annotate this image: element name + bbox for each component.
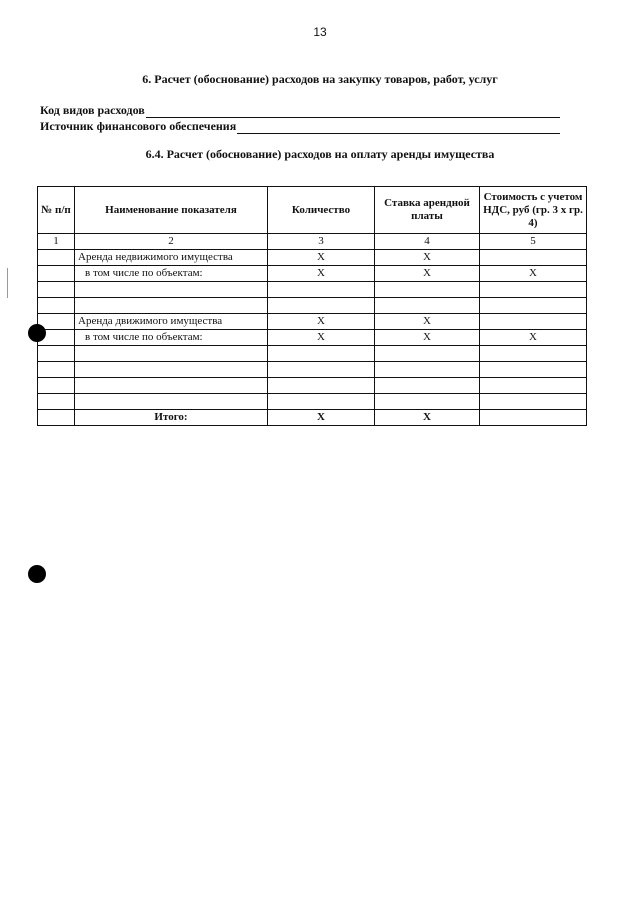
row-num-cell <box>38 394 75 410</box>
header-cell: Количество <box>268 187 375 234</box>
row-rate-cell <box>375 282 480 298</box>
row-cost-cell <box>480 314 587 330</box>
rent-calculation-table <box>37 186 587 426</box>
row-num-cell <box>38 250 75 266</box>
page-number: 13 <box>313 25 327 39</box>
row-qty-cell <box>268 394 375 410</box>
row-cost-cell <box>480 394 587 410</box>
column-number: 5 <box>480 234 587 250</box>
row-qty-cell <box>268 298 375 314</box>
table-row <box>38 346 587 362</box>
row-num-cell <box>38 346 75 362</box>
row-rate-cell: X <box>375 266 480 282</box>
row-cost-cell: X <box>480 266 587 282</box>
table-row <box>38 282 587 298</box>
row-name-cell: Аренда недвижимого имущества <box>75 250 268 266</box>
row-cost-cell <box>480 282 587 298</box>
column-number: 1 <box>38 234 75 250</box>
row-rate-cell: X <box>375 314 480 330</box>
row-rate-cell <box>375 298 480 314</box>
row-rate-cell <box>375 378 480 394</box>
total-num-cell <box>38 410 75 426</box>
column-number-row <box>38 234 587 250</box>
header-cell: Стоимость с учетом НДС, руб (гр. 3 x гр. 4) <box>480 187 587 234</box>
punch-hole <box>28 565 46 583</box>
row-num-cell <box>38 298 75 314</box>
row-num-cell <box>38 282 75 298</box>
row-cost-cell <box>480 298 587 314</box>
header-cell: № п/п <box>38 187 75 234</box>
header-row <box>38 187 587 234</box>
expense-code-field <box>40 102 560 118</box>
scan-edge-mark <box>7 268 8 298</box>
row-name-cell: Аренда движимого имущества <box>75 314 268 330</box>
table-row <box>38 314 587 330</box>
row-qty-cell: X <box>268 314 375 330</box>
expense-code-blank <box>146 105 560 118</box>
row-rate-cell <box>375 362 480 378</box>
row-name-cell <box>75 298 268 314</box>
row-name-cell <box>75 378 268 394</box>
total-rate: X <box>375 410 480 426</box>
row-cost-cell <box>480 346 587 362</box>
row-name-cell <box>75 346 268 362</box>
row-name-cell: в том числе по объектам: <box>75 266 268 282</box>
row-cost-cell <box>480 378 587 394</box>
row-rate-cell: X <box>375 330 480 346</box>
row-num-cell <box>38 362 75 378</box>
row-name-cell <box>75 362 268 378</box>
total-cost <box>480 410 587 426</box>
table-row <box>38 250 587 266</box>
column-number: 3 <box>268 234 375 250</box>
table-row <box>38 378 587 394</box>
row-num-cell <box>38 266 75 282</box>
row-qty-cell: X <box>268 266 375 282</box>
table-row <box>38 394 587 410</box>
funding-source-blank <box>237 121 560 134</box>
row-qty-cell <box>268 346 375 362</box>
row-name-cell <box>75 282 268 298</box>
column-number: 4 <box>375 234 480 250</box>
table-row <box>38 266 587 282</box>
total-qty: X <box>268 410 375 426</box>
row-rate-cell: X <box>375 250 480 266</box>
row-cost-cell <box>480 250 587 266</box>
row-name-cell <box>75 394 268 410</box>
table-row <box>38 362 587 378</box>
header-cell: Наименование показателя <box>75 187 268 234</box>
punch-hole <box>28 324 46 342</box>
header-cell: Ставка арендной платы <box>375 187 480 234</box>
funding-source-label: Источник финансового обеспечения <box>40 119 237 133</box>
row-qty-cell <box>268 362 375 378</box>
row-qty-cell: X <box>268 250 375 266</box>
row-rate-cell <box>375 394 480 410</box>
table-row <box>38 330 587 346</box>
section-title: 6. Расчет (обоснование) расходов на закупку товаров, работ, услуг <box>142 72 498 86</box>
total-label: Итого: <box>75 410 268 426</box>
funding-source-field <box>40 118 560 134</box>
column-number: 2 <box>75 234 268 250</box>
row-cost-cell: X <box>480 330 587 346</box>
expense-code-label: Код видов расходов <box>40 103 145 117</box>
row-rate-cell <box>375 346 480 362</box>
row-qty-cell <box>268 378 375 394</box>
total-row <box>38 410 587 426</box>
table-row <box>38 298 587 314</box>
subsection-title: 6.4. Расчет (обоснование) расходов на оплату аренды имущества <box>145 147 495 161</box>
row-qty-cell: X <box>268 330 375 346</box>
row-name-cell: в том числе по объектам: <box>75 330 268 346</box>
row-qty-cell <box>268 282 375 298</box>
row-num-cell <box>38 378 75 394</box>
row-cost-cell <box>480 362 587 378</box>
